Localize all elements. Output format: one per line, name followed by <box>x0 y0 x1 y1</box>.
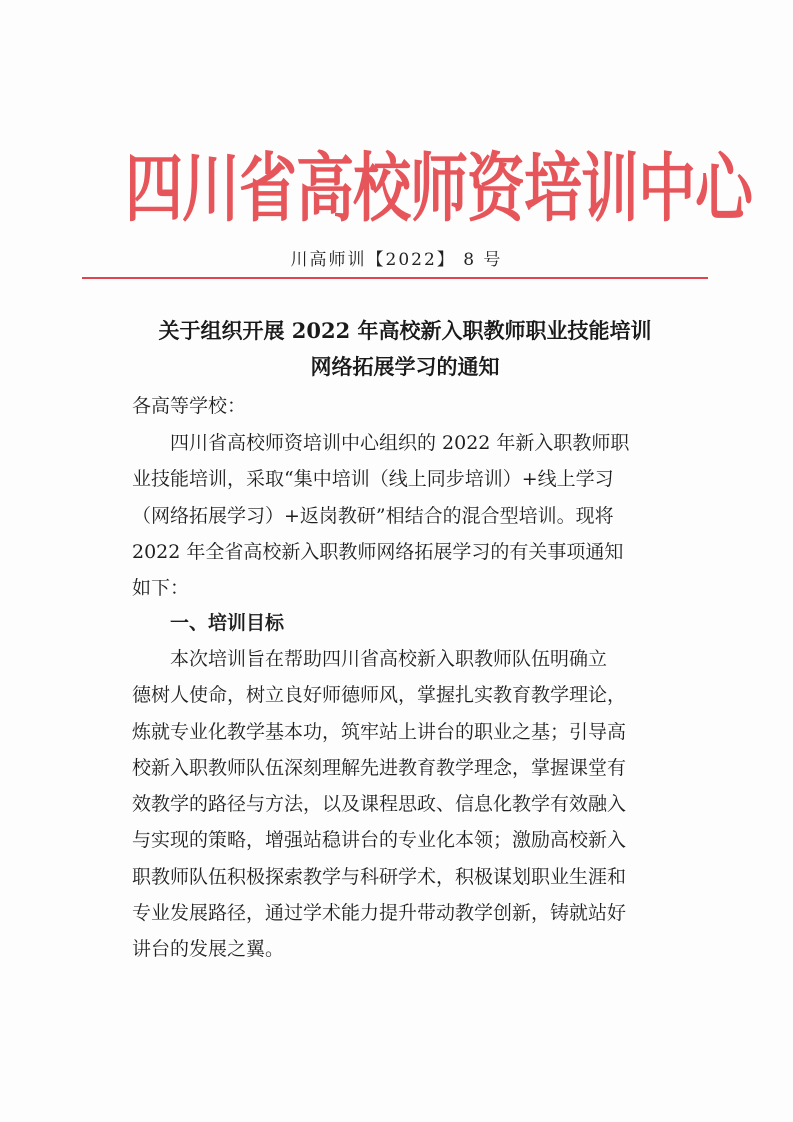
intro-paragraph <box>132 425 672 606</box>
section1-line: 与实现的策略，增强站稳讲台的专业化本领；激励高校新入 <box>132 829 627 852</box>
section-heading: 一、培训目标 <box>170 612 285 634</box>
red-divider-rule <box>82 277 708 279</box>
notice-title <box>100 313 710 385</box>
notice-title-line-2: 网络拓展学习的通知 <box>310 354 500 379</box>
section1-line: 德树人使命，树立良好师德师风，掌握扎实教育教学理论， <box>132 684 627 707</box>
intro-line: 2022 年全省高校新入职教师网络拓展学习的有关事项通知 <box>132 540 624 563</box>
section1-line: 效教学的路径与方法，以及课程思政、信息化教学有效融入 <box>132 793 627 816</box>
notice-title-line-1: 关于组织开展 2022 年高校新入职教师职业技能培训 <box>158 318 652 343</box>
section1-line: 本次培训旨在帮助四川省高校新入职教师队伍明确立 <box>170 648 608 670</box>
intro-line: 四川省高校师资培训中心组织的 2022 年新入职教师职 <box>170 432 630 454</box>
section1-paragraph <box>132 641 672 968</box>
intro-line: （网络拓展学习）+返岗教研”相结合的混合型培训。现将 <box>132 504 614 527</box>
section1-line: 职教师队伍积极探索教学与科研学术，积极谋划职业生涯和 <box>132 865 627 888</box>
section1-line: 专业发展路径，通过学术能力提升带动教学创新，铸就站好 <box>132 902 627 925</box>
intro-line: 业技能培训，采取“集中培训（线上同步培训）+线上学习 <box>132 468 614 491</box>
section1-line: 讲台的发展之翼。 <box>132 938 285 961</box>
section1-line: 炼就专业化教学基本功，筑牢站上讲台的职业之基；引导高 <box>132 720 627 743</box>
issuing-org-header: 四川省高校师资培训中心 <box>125 144 753 232</box>
intro-line: 如下： <box>132 577 190 600</box>
section1-line: 校新入职教师队伍深刻理解先进教育教学理念，掌握课堂有 <box>132 756 627 779</box>
document-number: 川高师训【2022】 8 号 <box>290 250 503 270</box>
salutation: 各高等学校： <box>132 395 247 417</box>
